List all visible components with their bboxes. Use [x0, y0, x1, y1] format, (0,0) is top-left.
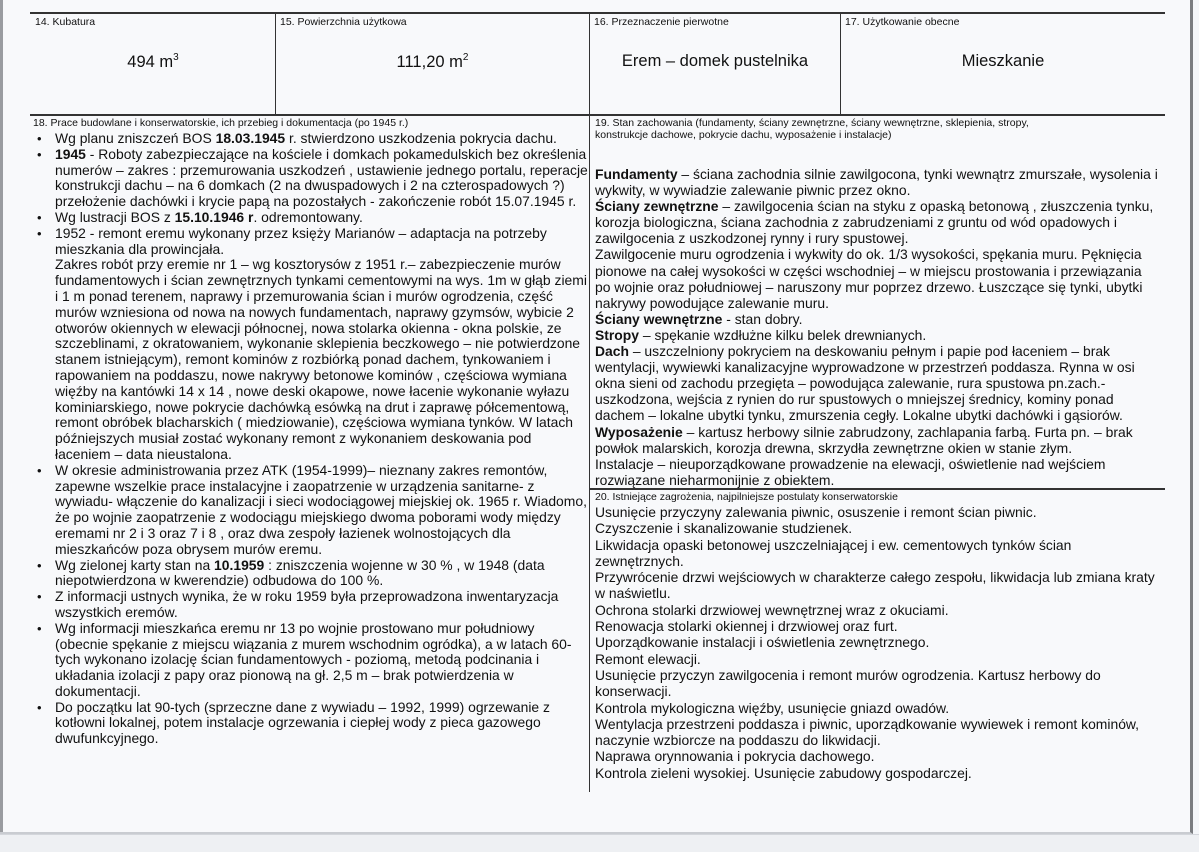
paragraph-stropy: Stropy – spękanie wzdłużne kilku belek drewnianych.: [595, 326, 927, 343]
paragraph-sciany-wewnetrzne: Ściany wewnętrzne - stan dobry.: [595, 310, 803, 327]
list-item: • Wg planu zniszczeń BOS 18.03.1945 r. stwierdzono uszkodzenia pokrycia dachu.: [55, 131, 588, 147]
section-20-label: 20. Istniejące zagrożenia, najpilniejsze postulaty konserwatorskie: [595, 491, 898, 503]
section20-divider: [590, 488, 1165, 490]
table-row-divider: [30, 114, 1165, 116]
page-edge: [0, 0, 3, 832]
postulate-item: Ochrona stolarki drzwiowej wewnętrznej wraz z okuciami.: [595, 601, 949, 618]
list-item: • W okresie administrowania przez ATK (1954-1999)– nieznany zakres remontów, zapewne wszelkie prace instalacyjne i zaopatrzenie w urządzenia sanitarne- z wywiadu- włączenie do kanalizacji i sieci wodociągowej miejskiej ok. 1965 r. Wiadomo, że po wojnie zaopatrzenie z wodociągu miejskiego dwoma poborami wody między eremami nr 2 i 3 oraz 7 i 8 , oraz dwa zespoły łazienek wolnostojących dla mieszkańców poza obrysem murów eremu.: [55, 463, 588, 558]
postulate-item: Czyszczenie i skanalizowanie studzienek.: [595, 520, 853, 537]
postulate-item: Uporządkowanie instalacji i oświetlenia zewnętrznego.: [595, 634, 930, 651]
list-item: • Z informacji ustnych wynika, że w roku 1959 była przeprowadzona inwentaryzacja wszystkich eremów.: [55, 589, 588, 621]
cell-kubatura: [31, 14, 275, 114]
postulate-item: Przywrócenie drzwi wejściowych w charakterze całego zespołu, likwidacja lub zmiana kraty w naświetlu.: [595, 569, 1155, 602]
paragraph-instalacje: Instalacje – nieuporządkowane prowadzenie na elewacji, oświetlenie nad wejściem rozwiązane nieharmonijnie z obiektem.: [595, 455, 1106, 488]
list-item: • 1952 - remont eremu wykonany przez księży Marianów – adaptacja na potrzeby mieszkania dla prowincjała. Zakres robót przy eremie nr 1 – wg kosztorysów z 1951 r.– zabezpieczenie murów fundamentowych i ścian zewnętrznych tynkami cementowymi na wys. 1m w głąb ziemi i 1 m ponad terenem, naprawy i przemurowania ścian i murów ogrodzenia, część murów wzniesiona od nowa na nowych fundamentach, naprawy gzymsów, wybicie 2 otworów okiennych w elewacji północnej, nowa stolarka okienna - okna polskie, ze szczeblinami, z okratowaniem, wykonanie sklepienia beczkowego – nie potwierdzone stanem istniejącym), remont kominów z rozbiórką ponad dachem, tynkowaniem i rapowaniem na poddaszu, nowe nakrywy betonowe kominów , częściowa wymiana więźby na kantówki 14 x 14 , nowe deski okapowe, nowe łacenie wykonanie wyłazu kominiarskiego, nowe pokrycie dachówką esówką na drut i zaprawę półcementową, remont obróbek blacharskich ( miedziowanie), częściowa wymiana tynków. W latach późniejszych musiał zostać wykonany remont z wykonaniem deskowania pod łaceniem – data nieustalona.: [55, 226, 588, 463]
cell-powierzchnia: [276, 14, 589, 114]
paragraph-sciany-zewnetrzne: Ściany zewnętrzne – zawilgocenia ścian na styku z opaską betonową , złuszczenia tynku, korozja biologiczna, ściana zachodnia z zabrudzeniami z gruntu od wód opadowych i zawilgocenia z uszkodzonej rynny i rury spustowej.: [595, 198, 1154, 247]
postulate-item: Likwidacja opaski betonowej uszczelniającej i ew. cementowych tynków ścian zewnętrznych.: [595, 536, 1072, 569]
postulate-item: Wentylacja przestrzeni poddasza i piwnic, uporządkowanie wywiewek i remont kominów, naczynie wzbiorcze na poddaszu do likwidacji.: [595, 715, 1140, 749]
paragraph-fundamenty: Fundamenty – ściana zachodnia silnie zawilgocona, tynki wewnątrz zmurszałe, wysolenia i wykwity, w wywiadzie zalewanie piwnic przez okno.: [595, 166, 1158, 199]
scanner-bottom-edge: [0, 834, 1199, 852]
section-19-label: 19. Stan zachowania (fundamenty, ściany zewnętrzne, ściany wewnętrzne, sklepienia, stropy, konstrukcje dachowe, pokrycie dachu, wyposażenie i instalacje): [595, 117, 1029, 141]
postulate-item: Naprawa orynnowania i pokrycia dachowego.: [595, 748, 875, 765]
col-divider-2: [589, 12, 590, 792]
paragraph-dach: Dach – uszczelniony pokryciem na deskowaniu pełnym i papie pod łaceniem – brak wentylacji, wywiewki kanalizacyjne wyprowadzone w przestrzeń poddasza. Rynna w osi okna sieni od zachodu przegięta – powodująca zalewanie, rura spustowa pn.zach.- uszkodzona, wejścia z rynien do rur spustowych o mniejszej średnicy, kominy ponad dachem – lokalne ubytki tynku, zmurszenia cegły. Lokalne ubytki dachówki i gąsiorów.: [595, 343, 1135, 424]
list-item: • Wg zielonej karty stan na 10.1959 : zniszczenia wojenne w 30 % , w 1948 (data niepotwierdzona w kwerendzie) odbudowa do 100 %.: [55, 558, 588, 590]
section-18: [33, 117, 588, 747]
cell-label: 14. Kubatura: [35, 16, 96, 28]
list-item: • Wg lustracji BOS z 15.10.1946 r. odremontowany.: [55, 210, 588, 226]
list-item: • 1945 - Roboty zabezpieczające na kościele i domkach pokamedulskich bez określenia numerów – zakres : przemurowania uszkodzeń , ustawienie jednego portalu, reperacje konstrukcji dachu – na 6 domkach (2 na dwuspadowych i 2 na czterospadowych ?) przełożenie dachówki i krycie papą na pozostałych - zakończenie robót 15.07.1945 r.: [55, 147, 588, 210]
paragraph-wyposazenie: Wyposażenie – kartusz herbowy silnie zabrudzony, zachlapania farbą. Furta pn. – brak powłok malarskich, korozja drewna, skrzydła zewnętrzne okien w stanie złym.: [595, 423, 1133, 456]
cell-label: 15. Powierzchnia użytkowa: [280, 16, 407, 28]
section-20-body: [595, 504, 1160, 781]
cell-value: 494 $m^3$: [127, 52, 179, 71]
cell-value: 111,20 $m^2$: [396, 52, 469, 71]
section-20: [595, 491, 1160, 781]
postulate-item: Usunięcie przyczyny zalewania piwnic, osuszenie i remont ścian piwnic.: [595, 504, 1037, 520]
cell-value: Mieszkanie: [961, 52, 1045, 70]
postulate-item: Usunięcie przyczyn zawilgocenia i remont murów ogrodzenia. Kartusz herbowy do konserwacji.: [595, 666, 1101, 700]
list-item: • Do początku lat 90-tych (sprzeczne dane z wywiadu – 1992, 1999) ogrzewanie z kotłowni lokalnej, potem instalacje ogrzewania i ciepłej wody z pieca gazowego dwufunkcyjnego.: [55, 700, 588, 747]
section-18-list: [33, 131, 588, 747]
section-19: [595, 117, 1160, 488]
postulate-item: Remont elewacji.: [595, 650, 701, 667]
list-item: • Wg informacji mieszkańca eremu nr 13 po wojnie prostowano mur południowy (obecnie spękanie z miejscu wiązania z murem wschodnim ogródka), a w latach 60-tych wykonano izolację ścian fundamentowych - poziomą, metodą podcinania i układania izolacji z papy oraz pionową na gł. 2,5 m – brak potwierdzenia w dokumentacji.: [55, 621, 588, 700]
postulate-item: Kontrola zieleni wysokiej. Usunięcie zabudowy gospodarczej.: [595, 764, 972, 781]
postulate-item: Kontrola mykologiczna więźby, usunięcie gniazd owadów.: [595, 699, 950, 716]
cell-przeznaczenie: [590, 14, 840, 114]
cell-label: 17. Użytkowanie obecne: [845, 16, 960, 28]
paragraph-mur-ogrodzenia: Zawilgocenie muru ogrodzenia i wykwity do ok. 1/3 wysokości, spękania muru. Pęknięcia pionowe na całej wysokości w części wschodniej – w miejscu prostowania i przewiązania po wojnie oraz południowej – naruszony mur poprzez drzewo. Łuszczące się tynki, ubytki nakrywy powodujące zalewanie muru.: [595, 246, 1143, 311]
section-18-label: 18. Prace budowlane i konserwatorskie, ich przebieg i dokumentacja (po 1945 r.): [33, 117, 409, 129]
section-19-body: [595, 166, 1160, 488]
postulate-item: Renowacja stolarki okiennej i drzwiowej oraz furt.: [595, 618, 898, 635]
cell-uzytkowanie: [841, 14, 1165, 114]
cell-value: Erem – domek pustelnika: [621, 52, 809, 70]
cell-label: 16. Przeznaczenie pierwotne: [594, 16, 729, 28]
